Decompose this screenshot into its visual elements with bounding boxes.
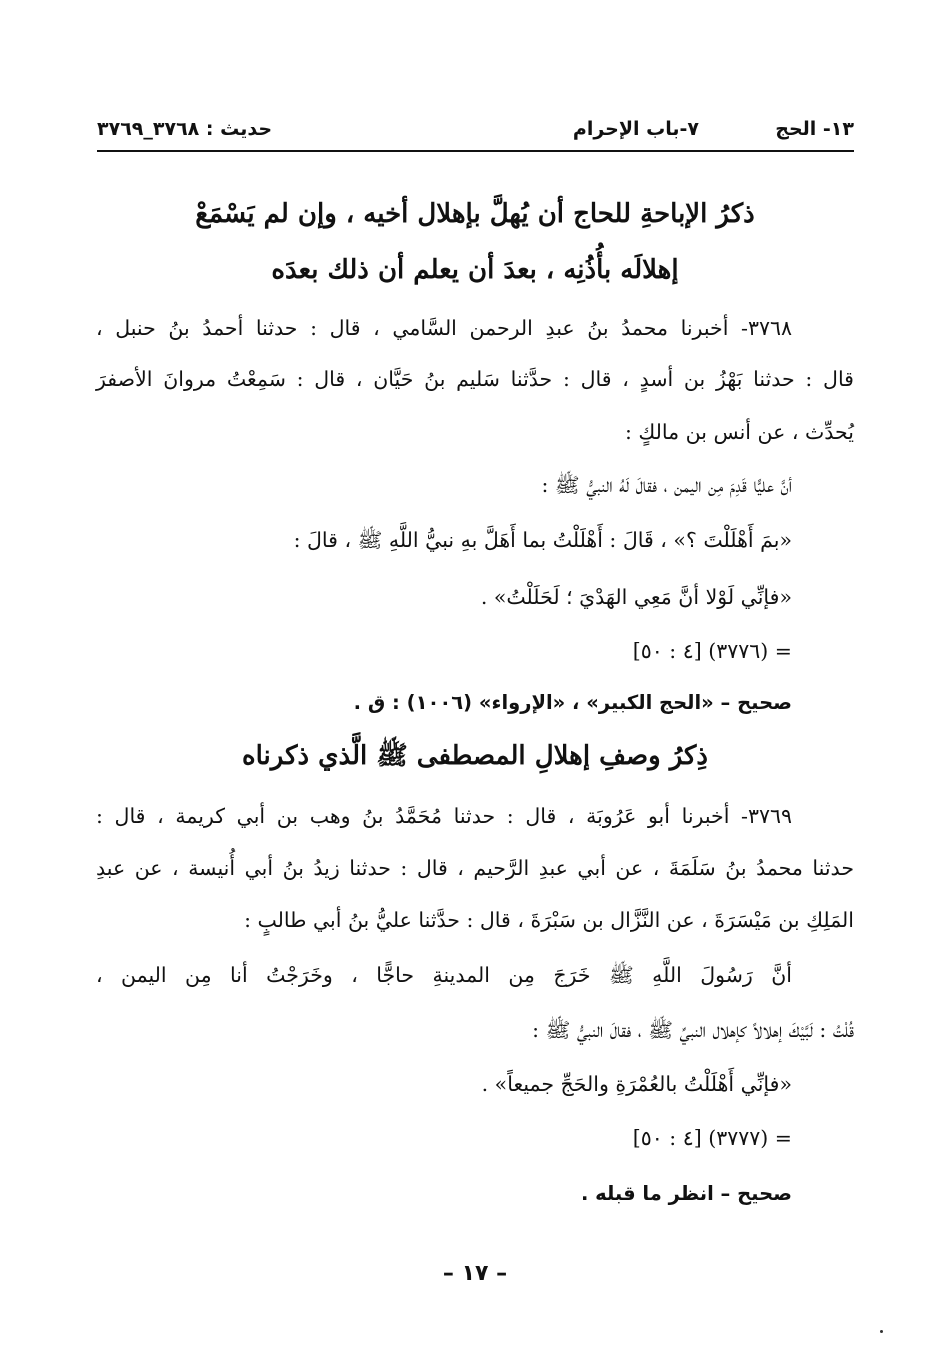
hadith-3769-isnad-line-2: حدثنا محمدُ بنُ سَلَمَةَ ، عن أبي عبدِ الرَّحيم ، قال : حدثنا زيدُ بنُ أبي أُنيسة ، عن عبدِ	[96, 856, 854, 880]
hadith-3769-matn-line-2: قُلْتُ : لَبَّيْكَ إهلالاً كإهلال النبيِّ ﷺ ، فقالَ النبيُّ ﷺ :	[532, 1018, 854, 1042]
hadith-3769-isnad-line-1: ٣٧٦٩- أخبرنا أبو عَرُوبَة ، قال : حدثنا مُحَمَّدُ بنُ وهب بن أبي كريمة ، قال :	[96, 804, 792, 828]
hadith-3768-isnad-line-2: قال : حدثنا بَهْزُ بن أسدٍ ، قال : حدَّثنا سَليم بنُ حَيَّان ، قال : سَمِعْتُ مروانَ الأصفرَ	[96, 367, 854, 391]
hadith-3769-reference: = (٣٧٧٧) [٤ : ٥٠]	[632, 1126, 792, 1150]
header-hadith-range: حديث : ٣٧٦٨_٣٧٦٩	[97, 118, 273, 140]
chapter-heading-2: ذِكرُ وصفِ إهلالِ المصطفى ﷺ الَّذي ذكرناه	[241, 741, 708, 771]
hadith-3768-matn-line-1: أنَّ عليًّا قَدِمَ مِن اليمن ، فقالَ لَهُ النبيُّ ﷺ :	[541, 473, 792, 497]
hadith-3768-matn-line-2: «بمَ أَهْلَلْتَ ؟» ، قَالَ : أَهْلَلْتُ بما أَهَلَّ بهِ نبيُّ اللَّهِ ﷺ ، قالَ :	[293, 528, 792, 552]
header-section: ١٣- الحج	[775, 118, 854, 140]
hadith-3768-isnad-line-3: يُحدِّث ، عن أنس بن مالكٍ :	[624, 420, 854, 444]
hadith-3768-reference: = (٣٧٧٦) [٤ : ٥٠]	[632, 639, 792, 663]
hadith-3768-grading: صحيح – «الحج الكبير» ، «الإرواء» (١٠٠٦) : ق .	[353, 691, 792, 714]
hadith-3769-matn-line-1: أنَّ رَسُولَ اللَّهِ ﷺ خَرَجَ مِن المدينةِ حاجًّا ، وخَرَجْتُ أنا مِن اليمن ،	[96, 963, 792, 987]
hadith-3768-matn-line-3: «فإنِّي لَوْلا أنَّ مَعِي الهَدْيَ ؛ لَحَلَلْتُ» .	[480, 585, 792, 609]
hadith-3768-isnad-line-1: ٣٧٦٨- أخبرنا محمدُ بنُ عبدِ الرحمن السَّامي ، قال : حدثنا أحمدُ بنُ حنبل ،	[96, 316, 792, 340]
hadith-3769-grading: صحيح – انظر ما قبله .	[580, 1182, 792, 1205]
page-number: – ١٧ –	[442, 1261, 508, 1286]
hadith-3769-isnad-line-3: المَلِكِ بن مَيْسَرَةَ ، عن النَّزَّال بن سَبْرَةَ ، قال : حدَّثنا عليُّ بنُ أبي طالبٍ :	[244, 908, 854, 932]
chapter-heading-line-1: ذكرُ الإباحةِ للحاج أن يُهلَّ بإهلال أخيه ، وإن لم يَسْمَعْ	[195, 199, 755, 229]
header-chapter: ٧-باب الإحرام	[572, 118, 699, 140]
hadith-3769-matn-line-3: «فإنِّي أَهْلَلْتُ بالعُمْرَةِ والحَجِّ جميعاً» .	[481, 1072, 792, 1096]
chapter-heading-line-2: إهلالَه بأُذُنِه ، بعدَ أن يعلم أن ذلك بعدَه	[271, 255, 679, 285]
running-header	[97, 112, 854, 152]
speck-dot	[880, 1330, 883, 1333]
